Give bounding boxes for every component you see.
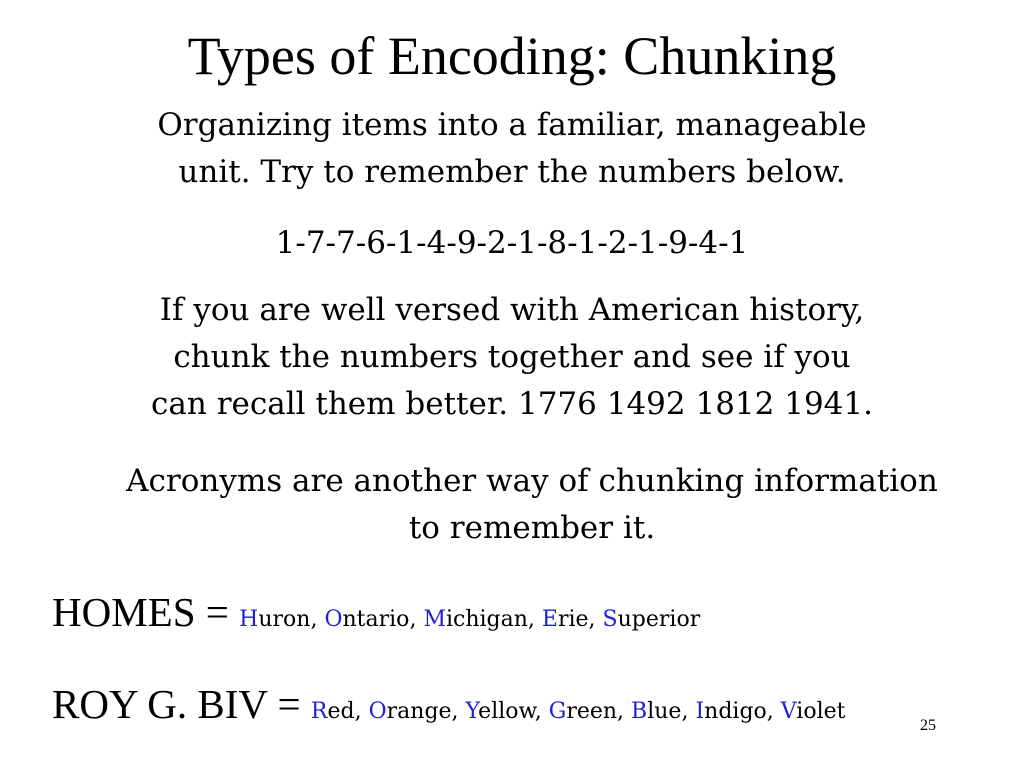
- roygbiv-acronym: ROY G. BIV =: [52, 681, 311, 727]
- mnemonic-initial: E: [541, 607, 558, 632]
- mnemonic-rest: ichigan: [445, 607, 528, 632]
- mnemonic-word: [781, 699, 846, 724]
- mnemonic-rest: uron: [258, 607, 311, 632]
- mnemonic-rest: rie: [557, 607, 589, 632]
- mnemonic-initial: B: [631, 699, 648, 724]
- mnemonic-word: [466, 699, 535, 724]
- mnemonic-initial: V: [780, 699, 797, 724]
- mnemonic-initial: H: [239, 607, 259, 632]
- mnemonic-word: [542, 607, 589, 632]
- roygbiv-word-list: Red, Orange, Yellow, Green, Blue, Indigo, Violet: [310, 699, 846, 724]
- mnemonic-rest: iolet: [796, 699, 846, 724]
- mnemonic-initial: R: [310, 699, 328, 724]
- homes-word-list: Huron, Ontario, Michigan, Erie, Superior: [239, 607, 701, 632]
- homes-mnemonic: [52, 588, 700, 636]
- homes-acronym: HOMES =: [52, 589, 240, 635]
- mnemonic-initial: Y: [465, 699, 479, 724]
- mnemonic-word: [423, 607, 527, 632]
- intro-line: Organizing items into a familiar, manageable: [157, 107, 867, 143]
- mnemonic-word: [239, 607, 310, 632]
- intro-paragraph: [60, 102, 964, 196]
- acronyms-line: to remember it.: [408, 510, 656, 546]
- mnemonic-rest: ntario: [342, 607, 410, 632]
- mnemonic-initial: S: [602, 607, 618, 632]
- mnemonic-rest: reen: [566, 699, 618, 724]
- mnemonic-initial: G: [548, 699, 567, 724]
- mnemonic-rest: ndigo: [704, 699, 767, 724]
- slide-title: Types of Encoding: Chunking: [187, 26, 837, 86]
- mnemonic-rest: range: [386, 699, 452, 724]
- mnemonic-word: [311, 699, 355, 724]
- mnemonic-rest: ellow: [478, 699, 535, 724]
- acronyms-paragraph: [40, 458, 1024, 552]
- mnemonic-initial: I: [695, 699, 705, 724]
- mnemonic-initial: O: [368, 699, 387, 724]
- mnemonic-rest: lue: [647, 699, 682, 724]
- mnemonic-initial: O: [324, 607, 343, 632]
- history-paragraph: [60, 287, 964, 428]
- mnemonic-initial: M: [423, 607, 446, 632]
- acronyms-line: Acronyms are another way of chunking information: [126, 463, 938, 499]
- mnemonic-word: [324, 607, 409, 632]
- history-line: can recall them better. 1776 1492 1812 1941.: [151, 386, 873, 422]
- intro-line: unit. Try to remember the numbers below.: [178, 154, 846, 190]
- history-line: chunk the numbers together and see if you: [173, 339, 851, 375]
- mnemonic-word: [695, 699, 766, 724]
- page-number: 25: [920, 717, 936, 734]
- mnemonic-word: [549, 699, 617, 724]
- mnemonic-word: [603, 607, 701, 632]
- mnemonic-word: [631, 699, 681, 724]
- mnemonic-word: [369, 699, 452, 724]
- number-sequence: [60, 220, 964, 267]
- mnemonic-rest: ed: [327, 699, 355, 724]
- history-line: If you are well versed with American history,: [159, 292, 865, 328]
- mnemonic-rest: uperior: [617, 607, 701, 632]
- roygbiv-mnemonic: [52, 680, 845, 728]
- number-sequence-text: 1-7-7-6-1-4-9-2-1-8-1-2-1-9-4-1: [275, 225, 749, 261]
